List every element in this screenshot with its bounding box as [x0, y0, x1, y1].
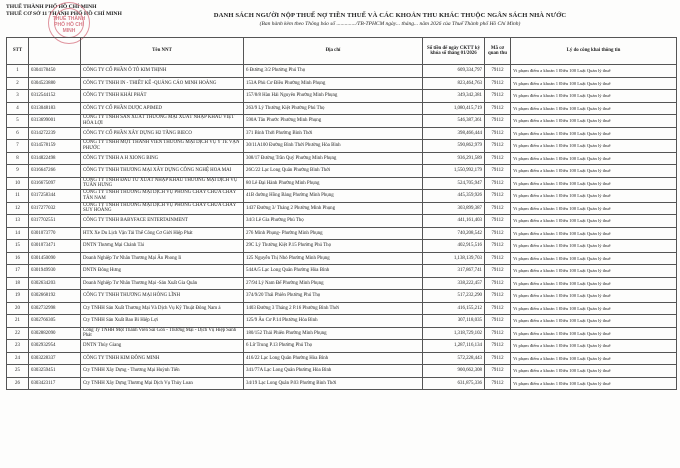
row-name: CÔNG TY TNHH IN - THIẾT KẾ -QUẢNG CÁO MINH HOÀNG: [81, 77, 244, 90]
row-tax-code: 0314578159: [29, 140, 81, 153]
table-row: [7, 365, 677, 378]
row-reason: Vi phạm điểm a khoản 1 Điều 100 Luật Quản lý thuế: [511, 377, 677, 390]
row-amount: 1,287,116,134: [423, 340, 485, 353]
row-tax-code: 0313699001: [29, 115, 81, 128]
document-title: DANH SÁCH NGƯỜI NỘP THUẾ NỢ TIỀN THUẾ VÀ CÁC KHOẢN THU KHÁC THUỘC NGÂN SÁCH NHÀ NƯỚC: [213, 12, 567, 19]
row-tax-code: 0304178450: [29, 65, 81, 78]
row-tax-code: 0302932954: [29, 340, 81, 353]
table-row: [7, 315, 677, 328]
row-tax-code: 0302668192: [29, 290, 81, 303]
row-reason: Vi phạm điểm a khoản 1 Điều 100 Luật Quản lý thuế: [511, 90, 677, 103]
row-amount: 303,899,387: [423, 202, 485, 215]
table-header-row: [7, 38, 677, 65]
row-reason: Vi phạm điểm a khoản 1 Điều 100 Luật Quản lý thuế: [511, 165, 677, 178]
row-address: 41B đường Hồng Bàng Phường Minh Phụng: [244, 190, 423, 203]
row-amount: 338,222,457: [423, 277, 485, 290]
row-name: Cty TNHH Sản Xuất Bao Bì Hiệp Lợi: [81, 315, 244, 328]
row-tax-code: 0314272239: [29, 127, 81, 140]
row-address: 6 Đường 3/2 Phường Phú Thọ: [244, 65, 423, 78]
row-reason: Vi phạm điểm a khoản 1 Điều 100 Luật Quản lý thuế: [511, 65, 677, 78]
row-address: 1437 Đường 3/ Tháng 2 Phường Minh Phụng: [244, 202, 423, 215]
row-reason: Vi phạm điểm a khoản 1 Điều 100 Luật Quản lý thuế: [511, 102, 677, 115]
row-agency-code: 79112: [485, 152, 511, 165]
row-address: 157/8/8 Hàn Hải Nguyên Phường Minh Phụng: [244, 90, 423, 103]
row-amount: 900,662,308: [423, 365, 485, 378]
row-agency-code: 79112: [485, 190, 511, 203]
row-stt: 18: [7, 277, 29, 290]
table-row: [7, 140, 677, 153]
row-reason: Vi phạm điểm a khoản 1 Điều 100 Luật Quản lý thuế: [511, 152, 677, 165]
row-name: Cty TNHH Xây Dựng - Thương Mại Huỳnh Tiến: [81, 365, 244, 378]
row-agency-code: 79112: [485, 302, 511, 315]
row-reason: Vi phạm điểm a khoản 1 Điều 100 Luật Quản lý thuế: [511, 127, 677, 140]
col-header-address: Địa chỉ: [244, 38, 423, 65]
row-amount: 445,359,926: [423, 190, 485, 203]
row-agency-code: 79112: [485, 315, 511, 328]
row-address: 544A/5 Lạc Long Quân Phường Hòa Bình: [244, 265, 423, 278]
row-reason: Vi phạm điểm a khoản 1 Điều 100 Luật Quản lý thuế: [511, 77, 677, 90]
row-agency-code: 79112: [485, 290, 511, 303]
row-address: 29C Lý Thường Kiệt P.15 Phường Phú Thọ: [244, 240, 423, 253]
table-row: [7, 165, 677, 178]
row-stt: 5: [7, 115, 29, 128]
row-name: DNTN Thúy Giang: [81, 340, 244, 353]
row-tax-code: 0301073770: [29, 227, 81, 240]
row-address: 80 Lê Đại Hành Phường Minh Phụng: [244, 177, 423, 190]
table-row: [7, 190, 677, 203]
row-address: 590A Tân Phước Phường Minh Phụng: [244, 115, 423, 128]
row-tax-code: 0302634203: [29, 277, 81, 290]
row-reason: Vi phạm điểm a khoản 1 Điều 100 Luật Quản lý thuế: [511, 190, 677, 203]
row-stt: 11: [7, 190, 29, 203]
row-tax-code: 0301073471: [29, 240, 81, 253]
row-agency-code: 79112: [485, 252, 511, 265]
table-row: [7, 340, 677, 353]
row-address: 34/19 Lạc Long Quân P.03 Phường Bình Thới: [244, 377, 423, 390]
row-reason: Vi phạm điểm a khoản 1 Điều 100 Luật Quản lý thuế: [511, 302, 677, 315]
row-stt: 26: [7, 377, 29, 390]
row-name: Doanh Nghiệp Tư Nhân Thương Mại -Sản Xuất Gia Quân: [81, 277, 244, 290]
row-amount: 1,080,415,719: [423, 102, 485, 115]
row-address: 371 Bình Thới Phường Bình Thới: [244, 127, 423, 140]
row-name: DNTN Thương Mại Chánh Tài: [81, 240, 244, 253]
col-header-agency-code: Mã cơ quan thu: [485, 38, 511, 65]
table-row: [7, 202, 677, 215]
row-tax-code: 0303423117: [29, 377, 81, 390]
row-agency-code: 79112: [485, 277, 511, 290]
row-agency-code: 79112: [485, 65, 511, 78]
row-amount: 740,208,542: [423, 227, 485, 240]
row-agency-code: 79112: [485, 352, 511, 365]
row-stt: 12: [7, 202, 29, 215]
table-row: [7, 290, 677, 303]
col-header-amount: Số tiền để ngày CKTT kỳ khóa số tháng 01/2026: [423, 38, 485, 65]
row-amount: 823,464,763: [423, 77, 485, 90]
row-tax-code: 0301450090: [29, 252, 81, 265]
table-row: [7, 302, 677, 315]
row-stt: 23: [7, 340, 29, 353]
row-tax-code: 0316675097: [29, 177, 81, 190]
row-agency-code: 79112: [485, 102, 511, 115]
row-agency-code: 79112: [485, 240, 511, 253]
row-agency-code: 79112: [485, 77, 511, 90]
row-address: 374/9/20 Thái Phiên Phường Phú Thọ: [244, 290, 423, 303]
row-tax-code: 0303259451: [29, 365, 81, 378]
row-stt: 22: [7, 327, 29, 340]
row-address: 26C/22 Lạc Long Quân Phường Bình Thới: [244, 165, 423, 178]
table-row: [7, 127, 677, 140]
debtor-table: [6, 37, 677, 390]
row-reason: Vi phạm điểm a khoản 1 Điều 100 Luật Quản lý thuế: [511, 177, 677, 190]
row-reason: Vi phạm điểm a khoản 1 Điều 100 Luật Quản lý thuế: [511, 115, 677, 128]
row-agency-code: 79112: [485, 340, 511, 353]
row-stt: 6: [7, 127, 29, 140]
row-stt: 19: [7, 290, 29, 303]
table-row: [7, 115, 677, 128]
row-name: CÔNG TY TNHH THƯƠNG MẠI XÂY DỰNG CÔNG NGHỆ HOA MAI: [81, 165, 244, 178]
table-row: [7, 152, 677, 165]
col-header-reason: Lý do công khai thông tin: [511, 38, 677, 65]
row-reason: Vi phạm điểm a khoản 1 Điều 100 Luật Quản lý thuế: [511, 252, 677, 265]
agency-line-2: THUẾ CƠ SỞ 11 THÀNH PHỐ HỒ CHÍ MINH: [6, 11, 122, 17]
row-address: 153A Phù Cơ Điều Phường Minh Phụng: [244, 77, 423, 90]
row-tax-code: 0312544152: [29, 90, 81, 103]
row-name: CÔNG TY TNHH KIM ĐÔNG MINH: [81, 352, 244, 365]
row-address: 125 Nguyễn Thị Nhỏ Phường Minh Phụng: [244, 252, 423, 265]
row-agency-code: 79112: [485, 127, 511, 140]
row-name: Cty TNHH Xây Dựng Thương Mại Dịch Vụ Thủy Loan: [81, 377, 244, 390]
row-reason: Vi phạm điểm a khoản 1 Điều 100 Luật Quản lý thuế: [511, 327, 677, 340]
row-name: CÔNG TY CỔ PHẦN DƯỢC APIMED: [81, 102, 244, 115]
row-name: CÔNG TY TNHH THƯƠNG MẠI HÒNG LĨNH: [81, 290, 244, 303]
table-row: [7, 90, 677, 103]
row-stt: 21: [7, 315, 29, 328]
row-amount: 590,862,979: [423, 140, 485, 153]
row-amount: 441,161,403: [423, 215, 485, 228]
document-subtitle: (Ban hành kèm theo Thông báo số ............../TB-TPHCM ngày... tháng... năm 2026 của Thuế Thành phố Hồ Chí Minh): [259, 21, 521, 27]
row-agency-code: 79112: [485, 215, 511, 228]
row-agency-code: 79112: [485, 327, 511, 340]
row-name: CÔNG TY TNHH SẢN XUẤT THƯƠNG MẠI XUẤT NHẬP KHẨU VIỆT HÒA LỢI: [81, 115, 244, 128]
row-amount: 398,466,444: [423, 127, 485, 140]
table-row: [7, 102, 677, 115]
agency-line-1: THUẾ THÀNH PHỐ HỒ CHÍ MINH: [6, 4, 97, 10]
row-amount: 307,118,035: [423, 315, 485, 328]
row-reason: Vi phạm điểm a khoản 1 Điều 100 Luật Quản lý thuế: [511, 140, 677, 153]
row-name: CÔNG TY TNHH THƯƠNG MẠI DỊCH VỤ PHÒNG CHÁY CHỮA CHÁY TÂN NAM: [81, 190, 244, 203]
row-stt: 20: [7, 302, 29, 315]
row-tax-code: 0302882090: [29, 327, 81, 340]
row-tax-code: 0302766305: [29, 315, 81, 328]
row-reason: Vi phạm điểm a khoản 1 Điều 100 Luật Quản lý thuế: [511, 277, 677, 290]
row-address: 6 Lữ Trung P.13 Phường Phú Thọ: [244, 340, 423, 353]
row-address: 180/152 Thái Phiên Phường Minh Phụng: [244, 327, 423, 340]
row-stt: 9: [7, 165, 29, 178]
row-amount: 317,867,741: [423, 265, 485, 278]
row-tax-code: 0304523880: [29, 77, 81, 90]
row-address: 1403 Đường 3 Tháng 2 P.16 Phường Bình Thới: [244, 302, 423, 315]
row-stt: 8: [7, 152, 29, 165]
row-address: 276 Minh Phụng- Phường Minh Phụng: [244, 227, 423, 240]
row-agency-code: 79112: [485, 177, 511, 190]
row-name: CÔNG TY CỔ PHẦN XÂY DỰNG H2 TĂNG BIECO: [81, 127, 244, 140]
row-address: 27/94 Lý Nam Đế Phường Minh Phụng: [244, 277, 423, 290]
row-reason: Vi phạm điểm a khoản 1 Điều 100 Luật Quản lý thuế: [511, 215, 677, 228]
row-amount: 416,155,212: [423, 302, 485, 315]
row-agency-code: 79112: [485, 377, 511, 390]
row-name: Cty TNHH Sản Xuất Thương Mại Và Dịch Vụ Kỹ Thuật Đông Nam á: [81, 302, 244, 315]
row-name: CÔNG TY TNHH THƯƠNG MẠI DỊCH VỤ PHÒNG CHÁY CHỮA CHÁY SUY HOÀNG: [81, 202, 244, 215]
row-amount: 1,318,729,102: [423, 327, 485, 340]
row-stt: 15: [7, 240, 29, 253]
row-stt: 1: [7, 65, 29, 78]
col-header-stt: STT: [7, 38, 29, 65]
row-stt: 16: [7, 252, 29, 265]
row-name: CÔNG TY TNHH ĐẦU TƯ XUẤT NHẬP KHẨU THƯƠNG MẠI DỊCH VỤ TUẤN HƯNG: [81, 177, 244, 190]
row-stt: 4: [7, 102, 29, 115]
row-agency-code: 79112: [485, 115, 511, 128]
row-agency-code: 79112: [485, 90, 511, 103]
row-reason: Vi phạm điểm a khoản 1 Điều 100 Luật Quản lý thuế: [511, 265, 677, 278]
row-tax-code: 0317702551: [29, 215, 81, 228]
row-stt: 3: [7, 90, 29, 103]
col-header-tax-code: [29, 38, 81, 65]
row-name: CÔNG TY TNHH MỘT THÀNH VIÊN THƯƠNG MẠI DỊCH VỤ Y TẾ VẠN PHƯỚC: [81, 140, 244, 153]
row-stt: 10: [7, 177, 29, 190]
row-amount: 936,291,589: [423, 152, 485, 165]
row-address: 34/3 Lê Gia Phường Phú Thọ: [244, 215, 423, 228]
table-row: [7, 377, 677, 390]
row-tax-code: 0317258344: [29, 190, 81, 203]
row-tax-code: 0303228337: [29, 352, 81, 365]
row-reason: Vi phạm điểm a khoản 1 Điều 100 Luật Quản lý thuế: [511, 352, 677, 365]
row-name: CÔNG TY TNHH BABYFACE ENTERTAINMENT: [81, 215, 244, 228]
row-stt: 7: [7, 140, 29, 153]
row-name: Công Ty TNHH Một Thành Viên Sài Gòn - Thương Mại - Dịch Vụ Hiệp Sanh Phát: [81, 327, 244, 340]
row-reason: Vi phạm điểm a khoản 1 Điều 100 Luật Quản lý thuế: [511, 365, 677, 378]
row-name: CÔNG TY CỔ PHẦN Ô TÔ KIM THỊNH: [81, 65, 244, 78]
row-amount: 517,232,290: [423, 290, 485, 303]
table-row: [7, 252, 677, 265]
row-reason: Vi phạm điểm a khoản 1 Điều 100 Luật Quản lý thuế: [511, 240, 677, 253]
row-agency-code: 79112: [485, 202, 511, 215]
row-address: 416/22 Lạc Long Quân Phường Hòa Bình: [244, 352, 423, 365]
col-header-name: Tên NNT: [81, 38, 244, 65]
row-stt: 25: [7, 365, 29, 378]
row-tax-code: 0317277032: [29, 202, 81, 215]
row-name: HTX Xe Du Lịch Vận Tải Thể Công Cơ Giới Hiệp Phát: [81, 227, 244, 240]
table-row: [7, 227, 677, 240]
row-name: CÔNG TY TNHH A H XIONG BING: [81, 152, 244, 165]
stamp-text: THUẾ THÀNH PHỐ HỒ CHÍ MINH: [52, 16, 86, 34]
row-address: 125/9 Âu Cơ P.14 Phường Hòa Bình: [244, 315, 423, 328]
table-row: [7, 265, 677, 278]
row-agency-code: 79112: [485, 140, 511, 153]
row-reason: Vi phạm điểm a khoản 1 Điều 100 Luật Quản lý thuế: [511, 227, 677, 240]
row-stt: 24: [7, 352, 29, 365]
row-stt: 2: [7, 77, 29, 90]
row-amount: 1,550,992,179: [423, 165, 485, 178]
row-tax-code: 0302732998: [29, 302, 81, 315]
row-name: CÔNG TY TNHH KHẢI PHÁT: [81, 90, 244, 103]
table-row: [7, 240, 677, 253]
row-amount: 349,342,381: [423, 90, 485, 103]
row-tax-code: 0316647266: [29, 165, 81, 178]
row-reason: Vi phạm điểm a khoản 1 Điều 100 Luật Quản lý thuế: [511, 290, 677, 303]
row-stt: 14: [7, 227, 29, 240]
table-row: [7, 215, 677, 228]
row-amount: 1,138,139,703: [423, 252, 485, 265]
table-row: [7, 177, 677, 190]
row-agency-code: 79112: [485, 227, 511, 240]
row-tax-code: 0313048183: [29, 102, 81, 115]
row-stt: 13: [7, 215, 29, 228]
row-reason: Vi phạm điểm a khoản 1 Điều 100 Luật Quản lý thuế: [511, 315, 677, 328]
row-agency-code: 79112: [485, 165, 511, 178]
row-reason: Vi phạm điểm a khoản 1 Điều 100 Luật Quản lý thuế: [511, 340, 677, 353]
row-agency-code: 79112: [485, 365, 511, 378]
row-reason: Vi phạm điểm a khoản 1 Điều 100 Luật Quản lý thuế: [511, 202, 677, 215]
row-agency-code: 79112: [485, 265, 511, 278]
row-tax-code: 0301949930: [29, 265, 81, 278]
row-amount: 609,334,797: [423, 65, 485, 78]
table-row: [7, 352, 677, 365]
row-tax-code: 0314822498: [29, 152, 81, 165]
row-amount: 546,387,361: [423, 115, 485, 128]
table-row: [7, 327, 677, 340]
table-row: [7, 77, 677, 90]
table-row: [7, 277, 677, 290]
row-address: 341/77A Lạc Long Quân Phường Hòa Bình: [244, 365, 423, 378]
row-address: 30/11A100 Đường Bình Thới Phường Hòa Bình: [244, 140, 423, 153]
row-address: 308/17 Đường Trần Quý Phường Minh Phụng: [244, 152, 423, 165]
row-name: DNTN Đông Hưng: [81, 265, 244, 278]
row-address: 263/9 Lý Thường Kiệt Phường Phú Thọ: [244, 102, 423, 115]
row-amount: 524,705,947: [423, 177, 485, 190]
table-row: [7, 65, 677, 78]
row-stt: 17: [7, 265, 29, 278]
row-amount: 402,915,516: [423, 240, 485, 253]
row-amount: 631,875,336: [423, 377, 485, 390]
row-amount: 572,228,443: [423, 352, 485, 365]
row-name: Doanh Nghiệp Tư Nhân Thương Mại Ân Phong Ii: [81, 252, 244, 265]
